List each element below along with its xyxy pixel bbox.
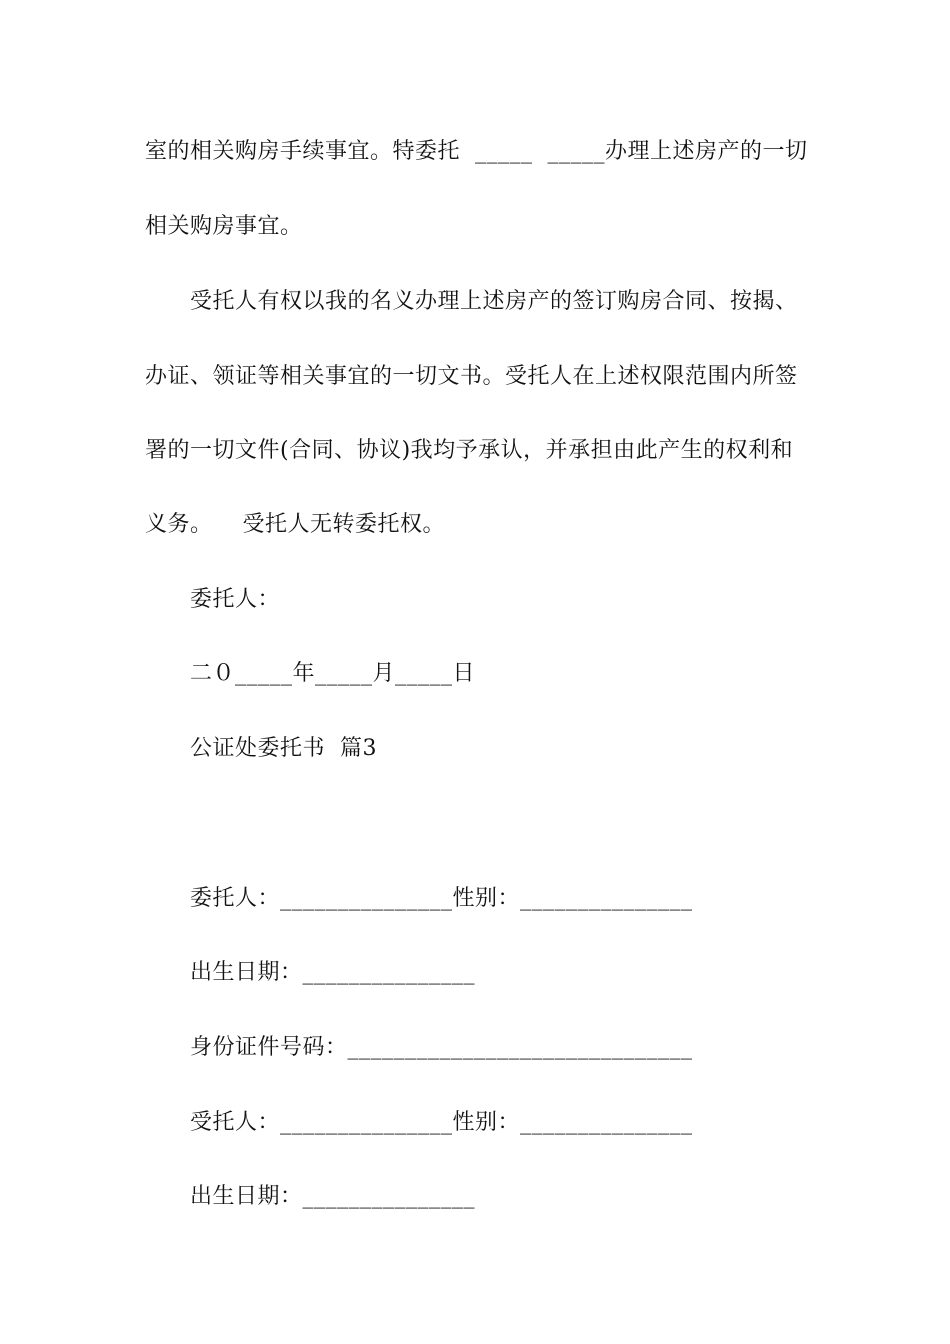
id-number-field: 身份证件号码：______________________________ <box>190 1035 693 1060</box>
paragraph-line: 办证、领证等相关事宜的一切文书。受托人在上述权限范围内所签 <box>145 364 798 389</box>
principal-label: 委托人： <box>190 587 281 612</box>
agent-field-row: 受托人：_______________性别：_______________ <box>190 1110 693 1135</box>
paragraph-line: 受托人有权以我的名义办理上述房产的签订购房合同、按揭、 <box>190 289 798 314</box>
paragraph-line: 署的一切文件(合同、协议)我均予承认，并承担由此产生的权利和 <box>145 438 794 463</box>
paragraph-line: 室的相关购房手续事宜。特委托 _____ _____办理上述房产的一切 <box>145 139 808 164</box>
birth-date-field: 出生日期：_______________ <box>190 960 476 985</box>
principal-field-row: 委托人：_______________性别：_______________ <box>190 886 693 911</box>
date-line: 二０_____年_____月_____日 <box>190 661 476 686</box>
section-title: 公证处委托书 篇3 <box>190 736 377 761</box>
paragraph-line: 相关购房事宜。 <box>145 214 303 239</box>
birth-date-field: 出生日期：_______________ <box>190 1184 476 1209</box>
paragraph-line: 义务。 受托人无转委托权。 <box>145 512 445 537</box>
